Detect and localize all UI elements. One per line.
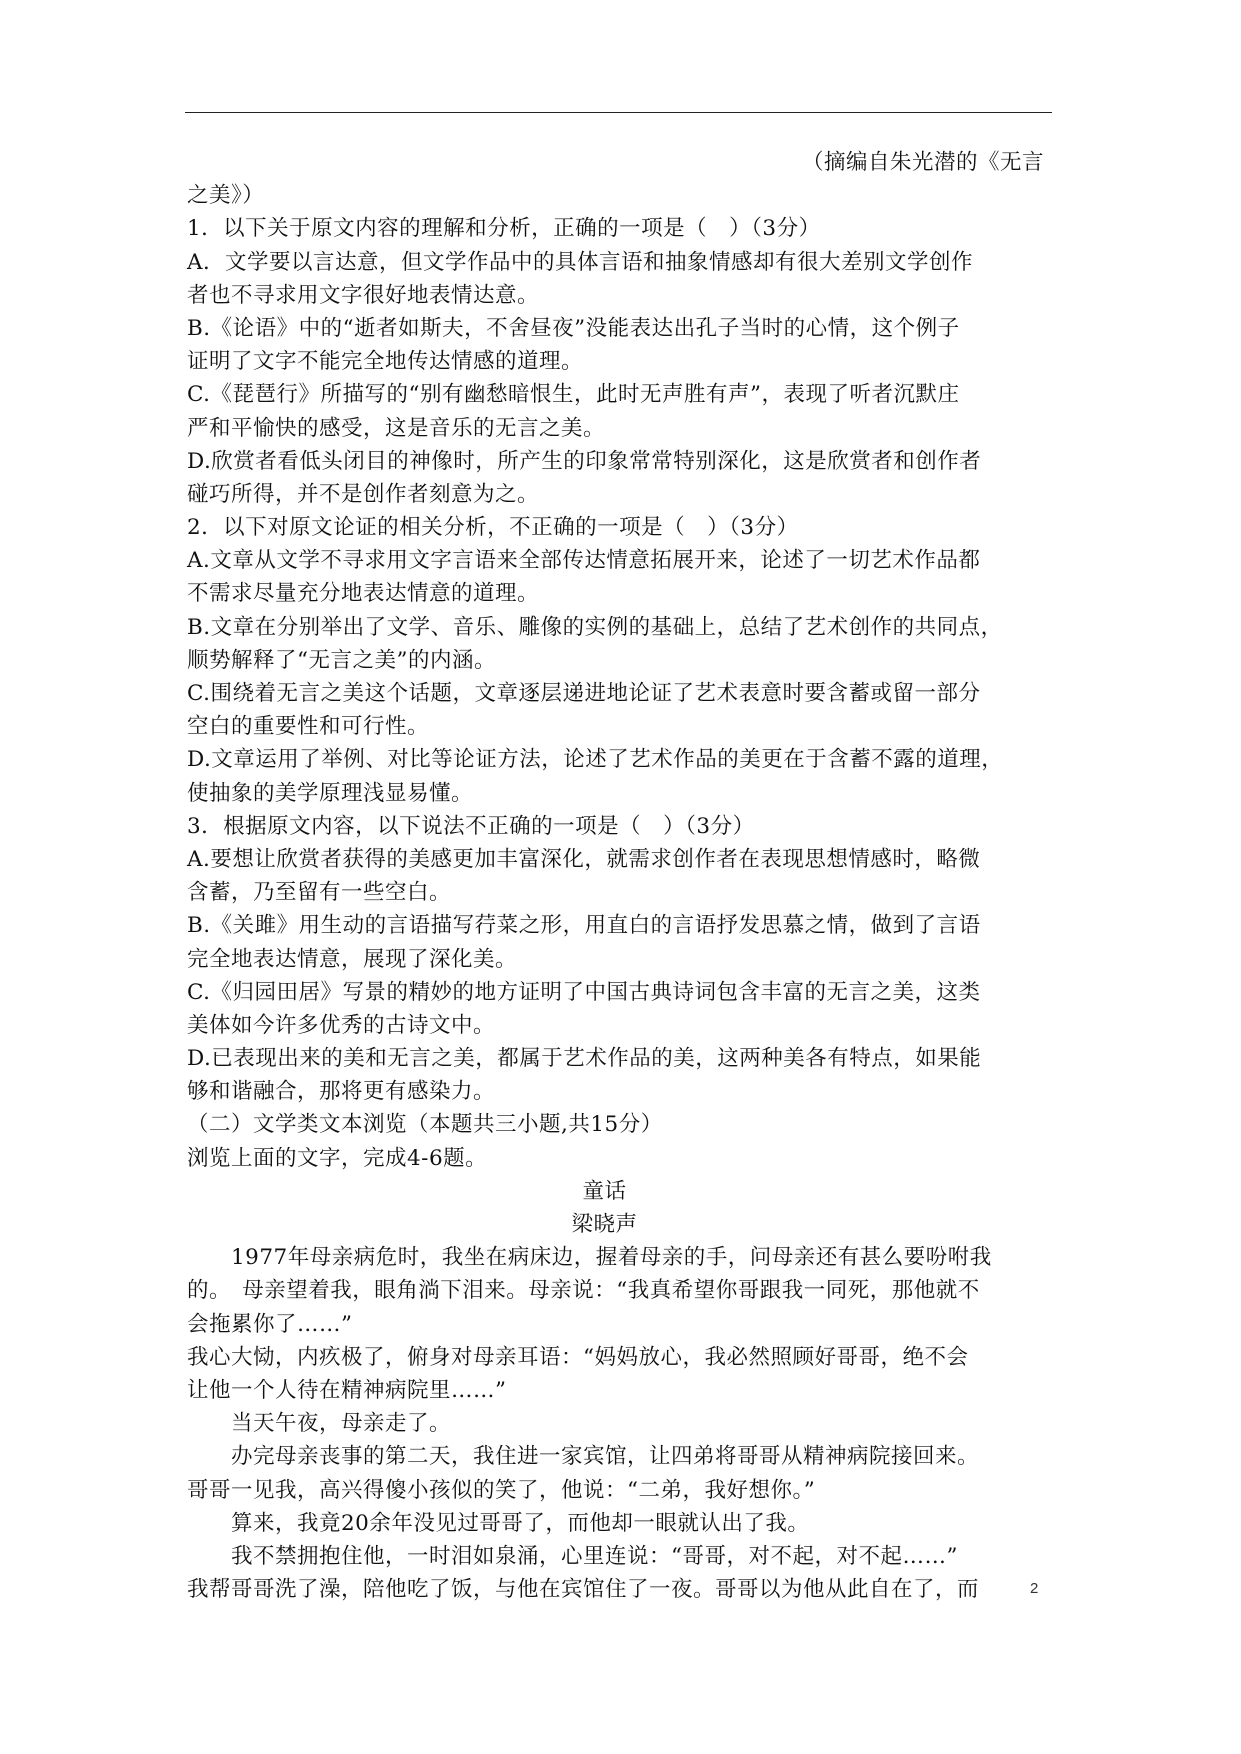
- q1-option-b: B.《论语》中的“逝者如斯夫，不舍昼夜”没能表达出孔子当时的心情，这个例子: [187, 315, 960, 341]
- q1-option-a: 者也不寻求用文字很好地表情达意。: [187, 282, 540, 308]
- q1-option-d: 碰巧所得，并不是创作者刻意为之。: [187, 481, 540, 507]
- story-paragraph: 会拖累你了……”: [187, 1311, 353, 1337]
- q3-option-a: A.要想让欣赏者获得的美感更加丰富深化，就需求创作者在表现思想情感时，略微: [187, 846, 981, 872]
- q2-option-a: 不需求尽量充分地表达情意的道理。: [187, 581, 540, 607]
- q1-option-c: 严和平愉快的感受，这是音乐的无言之美。: [187, 415, 606, 441]
- story-paragraph: 我不禁拥抱住他，一时泪如泉涌，心里连说：“哥哥，对不起，对不起……”: [231, 1543, 958, 1569]
- q3-option-c: C.《归园田居》写景的精妙的地方证明了中国古典诗词包含丰富的无言之美，这类: [187, 979, 981, 1005]
- story-author: 梁晓声: [571, 1212, 638, 1237]
- story-paragraph: 办完母亲丧事的第二天，我住进一家宾馆，让四弟将哥哥从精神病院接回来。: [231, 1444, 980, 1470]
- page-content: [187, 146, 1082, 1606]
- story-paragraph: 我心大恸，内疚极了，俯身对母亲耳语：“妈妈放心，我必然照顾好哥哥，绝不会: [187, 1344, 969, 1370]
- q3-option-a: 含蓄，乃至留有一些空白。: [187, 880, 452, 906]
- q1-option-a: A．文学要以言达意，但文学作品中的具体言语和抽象情感却有很大差别文学创作: [187, 249, 974, 275]
- story-paragraph: 的。 母亲望着我，眼角淌下泪来。母亲说：“我真希望你哥跟我一同死，那他就不: [187, 1278, 980, 1304]
- question-3-stem: 3．根据原文内容，以下说法不正确的一项是（ ）（3分）: [187, 813, 755, 839]
- story-paragraph: 我帮哥哥洗了澡，陪他吃了饭，与他在宾馆住了一夜。哥哥以为他从此自在了，而: [187, 1577, 980, 1603]
- question-2-stem: 2．以下对原文论证的相关分析，不正确的一项是（ ）（3分）: [187, 515, 799, 541]
- q2-option-d: D.文章运用了举例、对比等论证方法，论述了艺术作品的美更在于含蓄不露的道理，: [187, 747, 1004, 773]
- q1-option-d: D.欣赏者看低头闭目的神像时，所产生的印象常常特别深化，这是欣赏者和创作者: [187, 448, 982, 474]
- q3-option-d: 够和谐融合，那将更有感染力。: [187, 1079, 496, 1105]
- header-rule: [185, 112, 1052, 113]
- q2-option-c: C.围绕着无言之美这个话题，文章逐层递进地论证了艺术表意时要含蓄或留一部分: [187, 681, 981, 706]
- story-paragraph: 算来，我竟20余年没见过哥哥了，而他却一眼就认出了我。: [231, 1510, 810, 1536]
- q3-option-b: B.《关雎》用生动的言语描写荇菜之形，用直白的言语抒发思慕之情，做到了言语: [187, 913, 981, 939]
- story-paragraph: 1977年母亲病危时，我坐在病床边，握着母亲的手，问母亲还有甚么要吩咐我: [231, 1245, 992, 1271]
- q3-option-c: 美体如今许多优秀的古诗文中。: [187, 1012, 496, 1038]
- story-paragraph: 当天午夜，母亲走了。: [231, 1411, 452, 1437]
- story-title: 童话: [582, 1178, 627, 1204]
- q2-option-a: A.文章从文学不寻求用文字言语来全部传达情意拓展开来，论述了一切艺术作品都: [187, 548, 981, 574]
- q1-option-b: 证明了文字不能完全地传达情感的道理。: [187, 349, 584, 375]
- source-note-line: （摘编自朱光潜的《无言: [801, 150, 1044, 175]
- question-1-stem: 1．以下关于原文内容的理解和分析，正确的一项是（ ）（3分）: [187, 216, 821, 242]
- section-heading: （二）文学类文本浏览（本题共三小题,共15分）: [187, 1112, 663, 1138]
- story-paragraph: 哥哥一见我，高兴得傻小孩似的笑了，他说：“二弟，我好想你。”: [187, 1477, 816, 1503]
- q2-option-d: 使抽象的美学原理浅显易懂。: [187, 780, 474, 806]
- story-paragraph: 让他一个人待在精神病院里……”: [187, 1377, 507, 1403]
- q3-option-b: 完全地表达情意，展现了深化美。: [187, 946, 518, 972]
- q3-option-d: D.已表现出来的美和无言之美，都属于艺术作品的美，这两种美各有特点，如果能: [187, 1046, 982, 1072]
- q2-option-c: 空白的重要性和可行性。: [187, 714, 430, 740]
- q2-option-b: 顺势解释了“无言之美”的内涵。: [187, 647, 496, 673]
- page-number: 2: [1030, 1580, 1039, 1597]
- q1-option-c: C.《琵琶行》所描写的“别有幽愁暗恨生，此时无声胜有声”，表现了听者沉默庄: [187, 382, 960, 408]
- q2-option-b: B.文章在分别举出了文学、音乐、雕像的实例的基础上，总结了艺术创作的共同点，: [187, 614, 1003, 640]
- section-instruction: 浏览上面的文字，完成4-6题。: [187, 1145, 488, 1171]
- source-note-line: 之美》）: [187, 183, 265, 209]
